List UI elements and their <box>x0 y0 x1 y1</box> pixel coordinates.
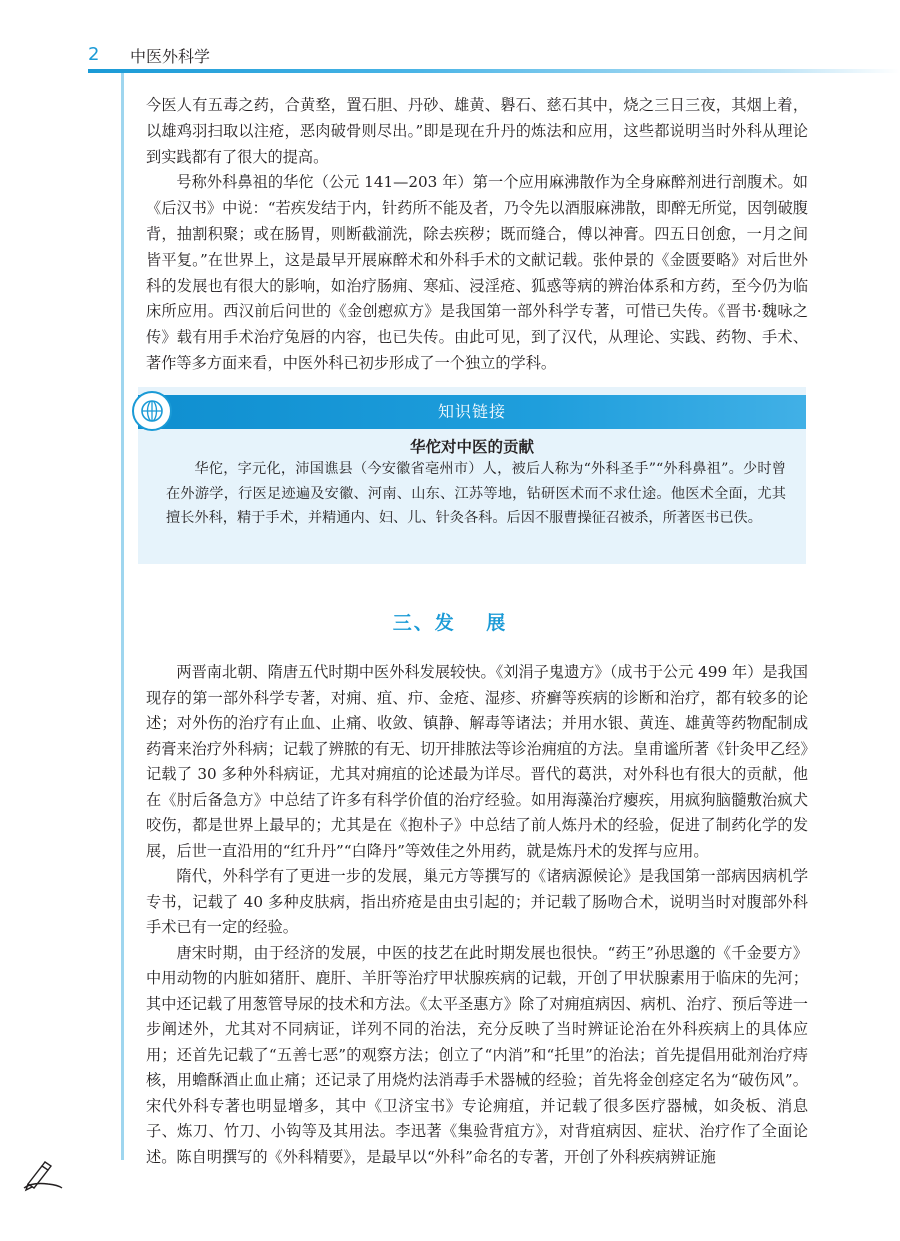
book-title: 中医外科学 <box>130 47 211 66</box>
intro-paragraph-2: 号称外科鼻祖的华佗（公元 141—203 年）第一个应用麻沸散作为全身麻醉剂进行剖腹术。如《后汉书》中说：“若疾发结于内，针药所不能及者，乃令先以酒服麻沸散，即醉无所觉，因刳破腹背，抽割积聚；或在肠胃，则断截湔洗，除去疾秽；既而缝合，傅以神膏。四五日创愈，一月之间皆平复。”在世界上，这是最早开展麻醉术和外科手术的文献记载。张仲景的《金匮要略》对后世外科的发展也有很大的影响，如治疗肠痈、寒疝、浸淫疮、狐惑等病的辨治体系和方药，至今仍为临床所应用。西汉前后问世的《金创瘛疭方》是我国第一部外科学专著，可惜已失传。《晋书·魏咏之传》载有用手术治疗兔唇的内容，也已失传。由此可见，到了汉代，从理论、实践、药物、手术、著作等多方面来看，中医外科已初步形成了一个独立的学科。 <box>146 173 808 372</box>
body-text <box>146 660 808 1170</box>
intro-text <box>146 93 808 377</box>
body-paragraph-2: 隋代，外科学有了更进一步的发展，巢元方等撰写的《诸病源候论》是我国第一部病因病机学专书，记载了 40 多种皮肤病，指出疥疮是由虫引起的；并记载了肠吻合术，说明当时对腹部外科手术已有一定的经验。 <box>146 867 808 936</box>
knowledge-link-box <box>138 387 806 564</box>
header-rule <box>88 69 900 73</box>
body-paragraph-1: 两晋南北朝、隋唐五代时期中医外科发展较快。《刘涓子鬼遗方》（成书于公元 499 年）是我国现存的第一部外科学专著，对痈、疽、疖、金疮、湿疹、疥癣等疾病的诊断和治疗，都有较多的论述；对外伤的治疗有止血、止痛、收敛、镇静、解毒等诸法；并用水银、黄连、雄黄等药物配制成药膏来治疗外科病；记载了辨脓的有无、切开排脓法等诊治痈疽的方法。皇甫谧所著《针灸甲乙经》记载了 30 多种外科病证，尤其对痈疽的论述最为详尽。晋代的葛洪，对外科也有很大的贡献，他在《肘后备急方》中总结了许多有科学价值的治疗经验。如用海藻治疗瘿疾，用疯狗脑髓敷治疯犬咬伤，都是世界上最早的；尤其是在《抱朴子》中总结了前人炼丹术的经验，促进了制药化学的发展，后世一直沿用的“红升丹”“白降丹”等效佳之外用药，就是炼丹术的发挥与应用。 <box>146 663 808 860</box>
body-paragraph-3: 唐宋时期，由于经济的发展，中医的技艺在此时期发展也很快。“药王”孙思邈的《千金要方》中用动物的内脏如猪肝、鹿肝、羊肝等治疗甲状腺疾病的记载，开创了甲状腺素用于临床的先河；其中还记载了用葱管导尿的技术和方法。《太平圣惠方》除了对痈疽病因、病机、治疗、预后等进一步阐述外，尤其对不同病证，详列不同的治法，充分反映了当时辨证论治在外科疾病上的具体应用；还首先记载了“五善七恶”的观察方法；创立了“内消”和“托里”的治法；首先提倡用砒剂治疗痔核，用蟾酥酒止血止痛；还记录了用烧灼法消毒手术器械的经验；首先将金创痉定名为“破伤风”。宋代外科专著也明显增多，其中《卫济宝书》专论痈疽，并记载了很多医疗器械，如灸板、消息子、炼刀、竹刀、小钩等及其用法。李迅著《集验背疽方》，对背疽病因、症状、治疗作了全面论述。陈自明撰写的《外科精要》，是最早以“外科”命名的专著，开创了外科疾病辨证施 <box>146 943 808 1166</box>
intro-paragraph-1: 今医人有五毒之药，合黄堥，置石胆、丹砂、雄黄、礜石、慈石其中，烧之三日三夜，其烟上着，以雄鸡羽扫取以注疮，恶肉破骨则尽出。”即是现在升丹的炼法和应用，这些都说明当时外科从理论到实践都有了很大的提高。 <box>146 96 808 166</box>
page-header <box>0 0 900 80</box>
globe-icon <box>132 391 172 431</box>
knowledge-link-header <box>138 395 806 429</box>
pen-icon <box>18 1158 64 1198</box>
knowledge-link-label: 知识链接 <box>437 402 506 421</box>
knowledge-link-text: 华佗，字元化，沛国谯县（今安徽省亳州市）人，被后人称为“外科圣手”“外科鼻祖”。少时曾在外游学，行医足迹遍及安徽、河南、山东、江苏等地，钻研医术而不求仕途。他医术全面，尤其擅长外科，精于手术，并精通内、妇、儿、针灸各科。后因不服曹操征召被杀，所著医书已佚。 <box>166 461 786 526</box>
knowledge-link-title: 华佗对中医的贡献 <box>409 438 534 456</box>
page-number: 2 <box>88 44 100 65</box>
section-heading: 三、发 展 <box>392 612 508 634</box>
